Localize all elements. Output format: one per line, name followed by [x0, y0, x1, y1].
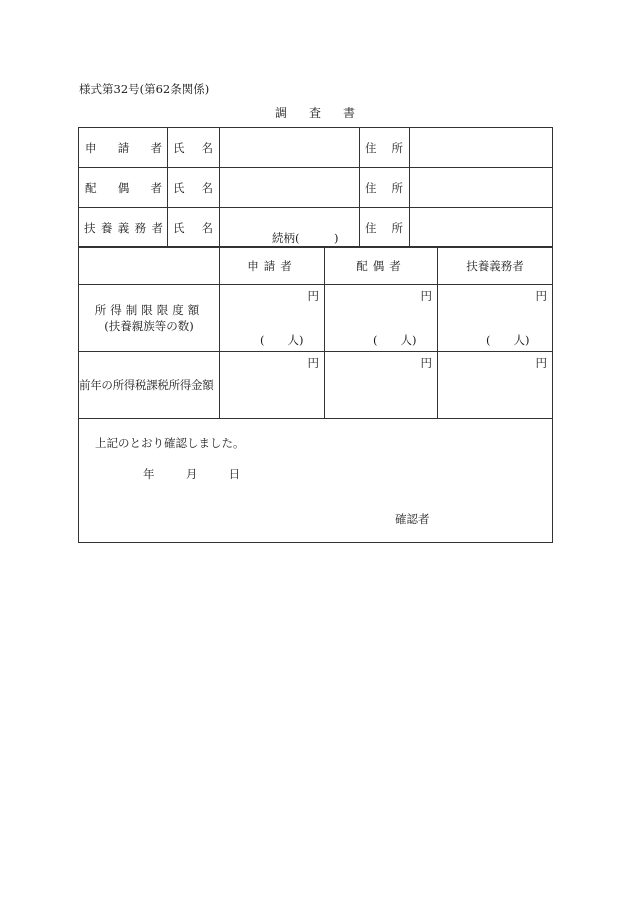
applicant-name-label: 氏 名	[168, 128, 220, 168]
dependent-address-label: 住 所	[360, 208, 410, 248]
income-corner-cell	[79, 247, 220, 285]
day-label: 日	[228, 467, 241, 481]
dependent-address-field[interactable]	[410, 208, 553, 248]
prev-year-tax-spouse-field[interactable]	[325, 352, 438, 419]
column-dependent: 扶養義務者	[438, 247, 553, 285]
income-limit-label: 所得制限限度額 (扶養親族等の数)	[79, 285, 220, 352]
year-label: 年	[143, 467, 155, 481]
dependent-label: 扶 養 義 務 者	[79, 208, 168, 248]
column-applicant: 申請者	[220, 247, 325, 285]
persons-count: ( 人)	[373, 333, 417, 347]
prev-year-tax-label: 前年の所得税課税所得金額	[79, 352, 220, 419]
spouse-address-label: 住 所	[360, 168, 410, 208]
applicant-address-field[interactable]	[410, 128, 553, 168]
form-number: 様式第32号(第62条関係)	[79, 82, 210, 96]
month-label: 月	[185, 467, 198, 481]
dependent-name-label: 氏 名	[168, 208, 220, 248]
document-title: 調査書	[274, 106, 377, 120]
yen-unit: 円	[307, 356, 319, 370]
spouse-row	[79, 168, 553, 208]
confirmation-row	[79, 419, 553, 543]
spouse-label: 配 偶 者	[79, 168, 168, 208]
yen-unit: 円	[420, 289, 432, 303]
spouse-name-label: 氏 名	[168, 168, 220, 208]
yen-unit: 円	[535, 356, 547, 370]
income-header-row	[79, 247, 553, 285]
dependent-name-field[interactable]	[220, 208, 360, 248]
confirmation-statement: 上記のとおり確認しました。	[95, 436, 245, 450]
yen-unit: 円	[307, 289, 319, 303]
applicant-name-field[interactable]	[220, 128, 360, 168]
income-limit-applicant-field[interactable]	[220, 285, 325, 352]
income-limit-row	[79, 285, 553, 352]
confirmation-cell	[79, 419, 553, 543]
confirmation-date[interactable]	[143, 466, 240, 482]
spouse-name-field[interactable]	[220, 168, 360, 208]
persons-table	[78, 127, 553, 248]
applicant-label: 申 請 者	[79, 128, 168, 168]
prev-year-tax-applicant-field[interactable]	[220, 352, 325, 419]
applicant-row	[79, 128, 553, 168]
column-spouse: 配偶者	[325, 247, 438, 285]
income-limit-spouse-field[interactable]	[325, 285, 438, 352]
spouse-address-field[interactable]	[410, 168, 553, 208]
persons-count: ( 人)	[486, 333, 530, 347]
prev-year-tax-dependent-field[interactable]	[438, 352, 553, 419]
dependent-row	[79, 208, 553, 248]
confirmer-label: 確認者	[395, 512, 430, 526]
persons-count: ( 人)	[260, 333, 304, 347]
prev-year-tax-row	[79, 352, 553, 419]
applicant-address-label: 住 所	[360, 128, 410, 168]
relationship-text: 続柄( )	[272, 230, 339, 245]
income-limit-dependent-field[interactable]	[438, 285, 553, 352]
yen-unit: 円	[420, 356, 432, 370]
yen-unit: 円	[535, 289, 547, 303]
income-table	[78, 246, 553, 543]
